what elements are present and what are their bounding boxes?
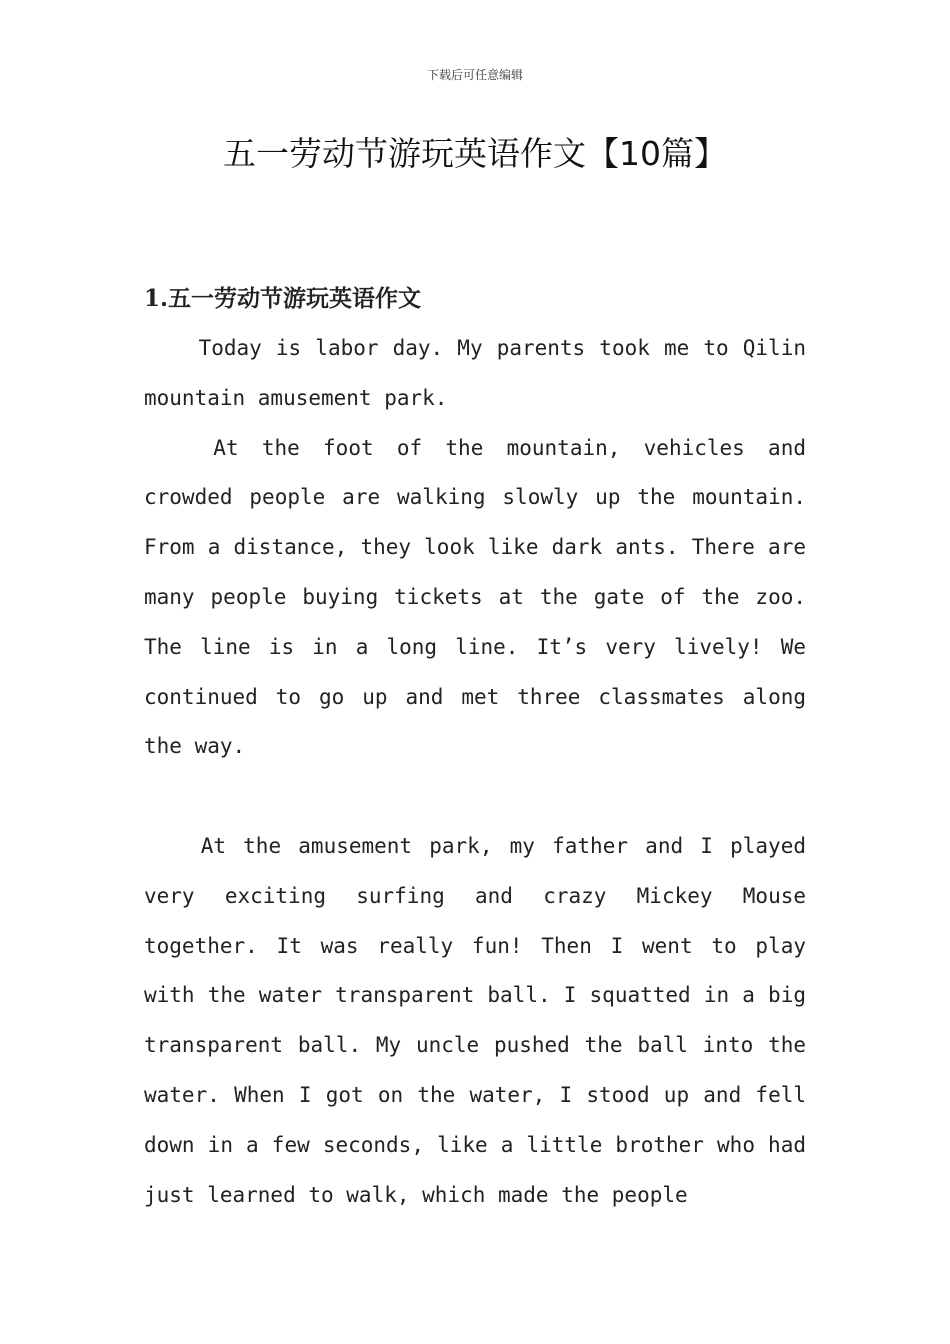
paragraph: At the foot of the mountain, vehicles and crowded people are walking slowly up the mountain. From a distance, they look like dark ants. There are many people buying tickets at the gate of the zoo. The line is in a long line. It’s very lively! We continued to go up and met three classmates along the way.	[144, 435, 806, 759]
document-title: 五一劳动节游玩英语作文【10篇】	[223, 134, 727, 173]
paragraph-gap	[144, 772, 806, 822]
document-body	[144, 278, 806, 1220]
paragraph: Today is labor day. My parents took me to Qilin mountain amusement park.	[144, 336, 806, 410]
paragraph: At the amusement park, my father and I played very exciting surfing and crazy Mickey Mouse together. It was really fun! Then I went to play with the water transparent ball. I squatted in a big transparent ball. My uncle pushed the ball into the water. When I got on the water, I stood up and fell down in a few seconds, like a little brother who had just learned to walk, which made the people	[144, 833, 806, 1207]
section-heading: 1.五一劳动节游玩英语作文	[144, 285, 422, 312]
header-note: 下载后可任意编辑	[426, 68, 523, 82]
